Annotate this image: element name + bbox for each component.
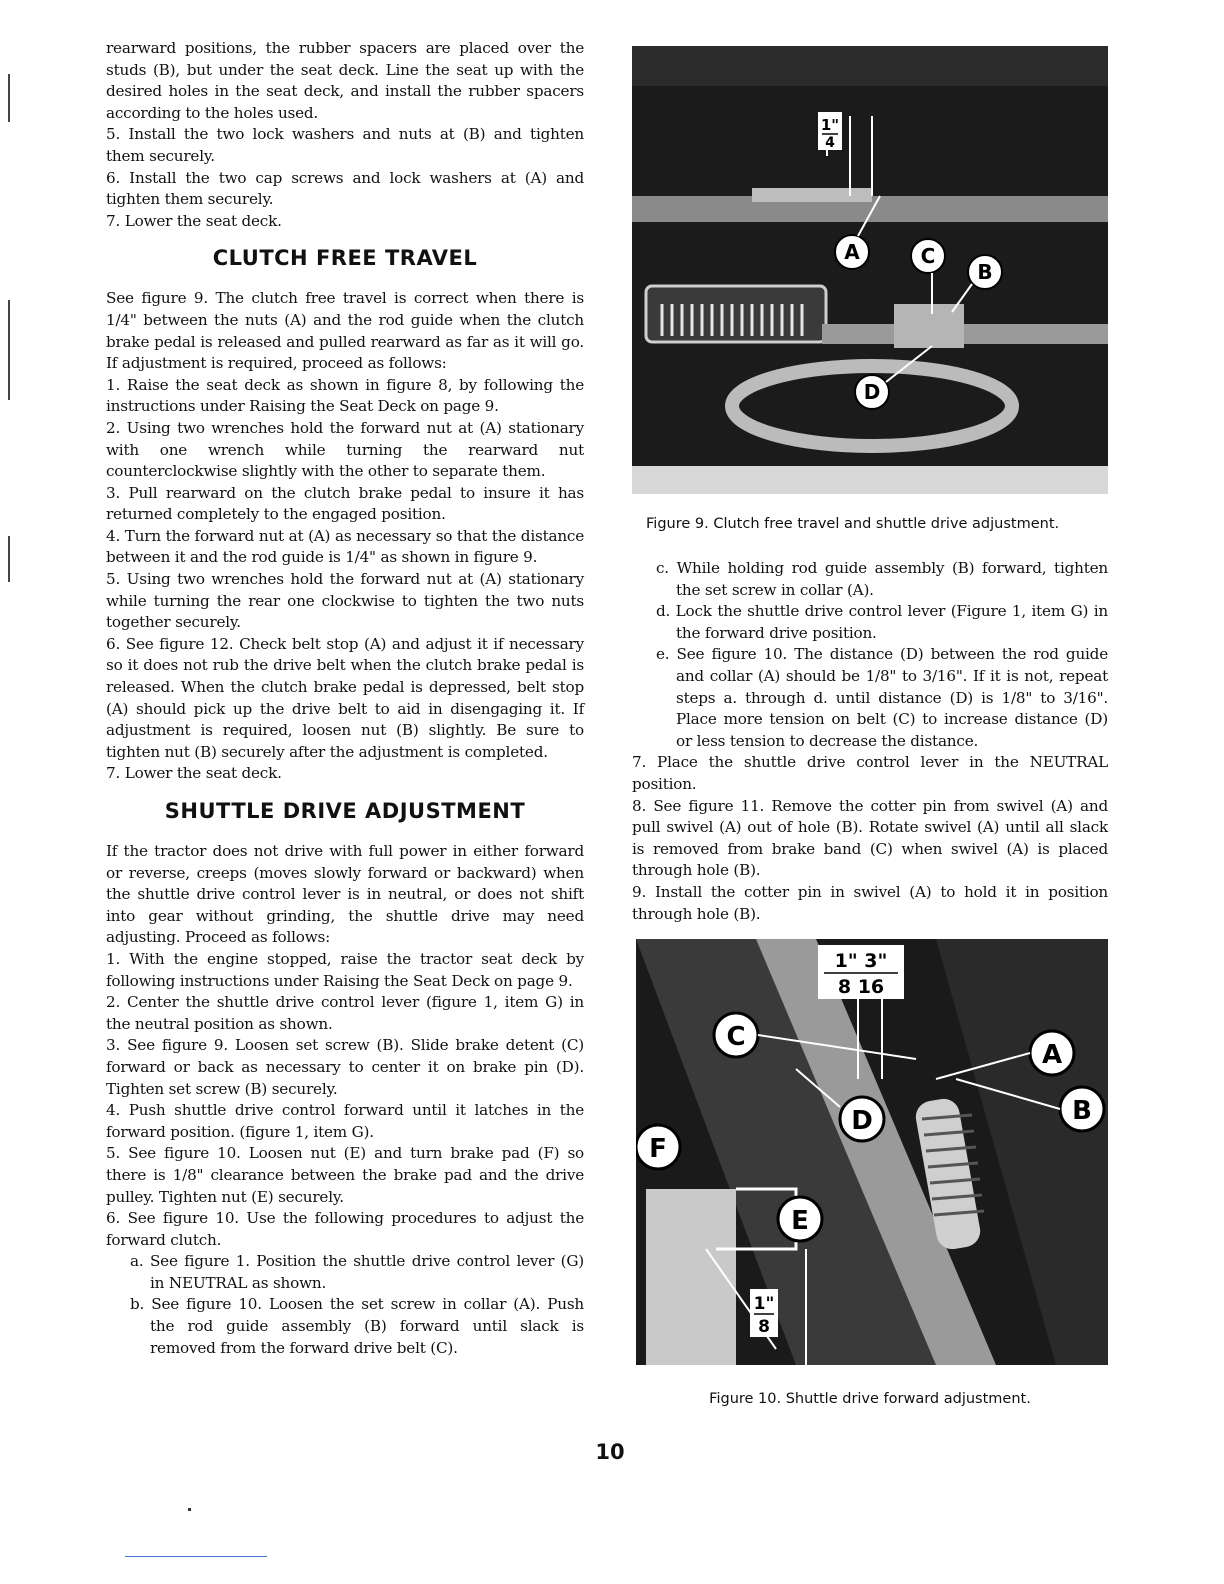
fig10-label-f: F [649, 1134, 667, 1165]
fig9-label-c: C [920, 244, 936, 268]
step-item: 3. Pull rearward on the clutch brake pedal to insure it has returned completely to the engaged position. [106, 483, 584, 524]
figure-10-illustration [636, 939, 1108, 1365]
step-item: 1. With the engine stopped, raise the tractor seat deck by following instructions under Raising the Seat Deck on page 9. [106, 949, 584, 990]
fig10-label-a: A [1041, 1040, 1063, 1071]
clutch-free-travel-heading: CLUTCH FREE TRAVEL [212, 246, 478, 271]
scan-speck [188, 1508, 191, 1511]
step-item: 6. See figure 12. Check belt stop (A) and adjust it if necessary so it does not rub the drive belt when the clutch brake pedal is released. When the clutch brake pedal is depressed, belt stop (A) should pick up the drive belt to aid in disengaging it. If adjustment is required, loosen nut (B) slightly. Be sure to tighten nut (B) securely after the adjustment is completed. [106, 634, 584, 761]
figure-10-caption: Figure 10. Shuttle drive forward adjustment. [709, 1391, 1031, 1408]
right-column [632, 40, 1108, 1407]
scan-edge-mark [8, 74, 10, 122]
figure-9-photo [632, 46, 1108, 494]
sub-step-item: a. See figure 1. Position the shuttle drive control lever (G) in NEUTRAL as shown. [130, 1252, 584, 1292]
scan-edge-mark [8, 536, 10, 582]
fig10-measure-top-den: 8 16 [837, 976, 885, 999]
clutch-intro: See figure 9. The clutch free travel is correct when there is 1/4" between the nuts (A) and the rod guide when the clutch brake pedal is released and pulled rearward as far as it will go. If adjustment is required, proceed as follows: [106, 289, 584, 373]
fig10-label-b: B [1072, 1096, 1092, 1127]
step-item: 5. Install the two lock washers and nuts at (B) and tighten them securely. [106, 125, 584, 165]
scan-edge-mark [8, 300, 10, 400]
intro-paragraph: rearward positions, the rubber spacers are placed over the studs (B), but under the seat deck. Line the seat up with the desired holes in the seat deck, and install the rubber spacers according to the holes used. [106, 39, 584, 122]
shuttle-drive-heading: SHUTTLE DRIVE ADJUSTMENT [164, 799, 526, 823]
sub-step-item: c. While holding rod guide assembly (B) forward, tighten the set screw in collar (A). [656, 559, 1108, 599]
fig10-label-c: C [726, 1022, 746, 1053]
step-item: 1. Raise the seat deck as shown in figure 8, by following the instructions under Raising the Seat Deck on page 9. [106, 375, 584, 416]
sub-step-item: b. See figure 10. Loosen the set screw in collar (A). Push the rod guide assembly (B) forward until slack is removed from the forward drive belt (C). [130, 1295, 584, 1357]
page-number: 10 [595, 1440, 625, 1464]
step-item: 5. Using two wrenches hold the forward nut at (A) stationary while turning the rear one clockwise to tighten the two nuts together securely. [106, 570, 584, 632]
fig9-label-d: D [863, 380, 881, 404]
left-column [106, 38, 584, 1359]
figure-9-caption: Figure 9. Clutch free travel and shuttle drive adjustment. [646, 516, 1060, 532]
step-item: 7. Lower the seat deck. [106, 764, 282, 783]
figure-9-illustration [632, 46, 1108, 494]
step-item: 8. See figure 11. Remove the cotter pin from swivel (A) and pull swivel (A) out of hole (B). Rotate swivel (A) until all slack is removed from brake band (C) when swivel (A) is placed through hole (B). [632, 796, 1108, 880]
figure-10-photo [636, 939, 1108, 1365]
fig9-label-b: B [977, 260, 993, 284]
step-item: 4. Turn the forward nut at (A) as necessary so that the distance between it and the rod guide is 1/4" as shown in figure 9. [106, 526, 584, 567]
step-item: 4. Push shuttle drive control forward until it latches in the forward position. (figure 1, item G). [106, 1101, 584, 1141]
step-item: 9. Install the cotter pin in swivel (A) to hold it in position through hole (B). [632, 882, 1108, 923]
step-item: 7. Place the shuttle drive control lever in the NEUTRAL position. [632, 753, 1108, 793]
step-item: 5. See figure 10. Loosen nut (E) and turn brake pad (F) so there is 1/8" clearance between the brake pad and the drive pulley. Tighten nut (E) securely. [106, 1144, 584, 1206]
fig10-label-e: E [791, 1206, 809, 1237]
step-item: 2. Using two wrenches hold the forward nut at (A) stationary with one wrench while turning the rearward nut counterclockwise slightly with the other to separate them. [106, 418, 584, 481]
footer-rule [125, 1556, 267, 1557]
step-item: 6. See figure 10. Use the following procedures to adjust the forward clutch. [106, 1209, 584, 1249]
fig9-label-a: A [844, 240, 860, 264]
fig9-measure-den: 4 [825, 135, 835, 151]
step-item: 7. Lower the seat deck. [106, 211, 282, 230]
step-item: 2. Center the shuttle drive control lever (figure 1, item G) in the neutral position as shown. [106, 993, 584, 1033]
step-item: 3. See figure 9. Loosen set screw (B). Slide brake detent (C) forward or back as necessary to center it on brake pin (D). Tighten set screw (B) securely. [106, 1036, 584, 1098]
fig10-measure-bottom-den: 8 [758, 1317, 770, 1338]
fig10-label-d: D [851, 1106, 873, 1137]
shuttle-intro: If the tractor does not drive with full power in either forward or reverse, creeps (moves slowly forward or backward) when the shuttle drive control lever is in neutral, or does not shift into gear without grinding, the shuttle drive may need adjusting. Proceed as follows: [106, 842, 584, 947]
sub-step-item: e. See figure 10. The distance (D) between the rod guide and collar (A) should be 1/8" to 3/16". If it is not, repeat steps a. through d. until distance (D) is 1/8" to 3/16". Place more tension on belt (C) to increase distance (D) or less tension to decrease the distance. [656, 645, 1108, 750]
fig10-measure-top: 1" 3" [834, 950, 888, 973]
sub-step-item: d. Lock the shuttle drive control lever (Figure 1, item G) in the forward drive position. [656, 602, 1108, 642]
step-item: 6. Install the two cap screws and lock washers at (A) and tighten them securely. [106, 168, 584, 209]
fig10-measure-bottom-num: 1" [753, 1294, 775, 1315]
fig9-measure-num: 1" [820, 116, 840, 134]
